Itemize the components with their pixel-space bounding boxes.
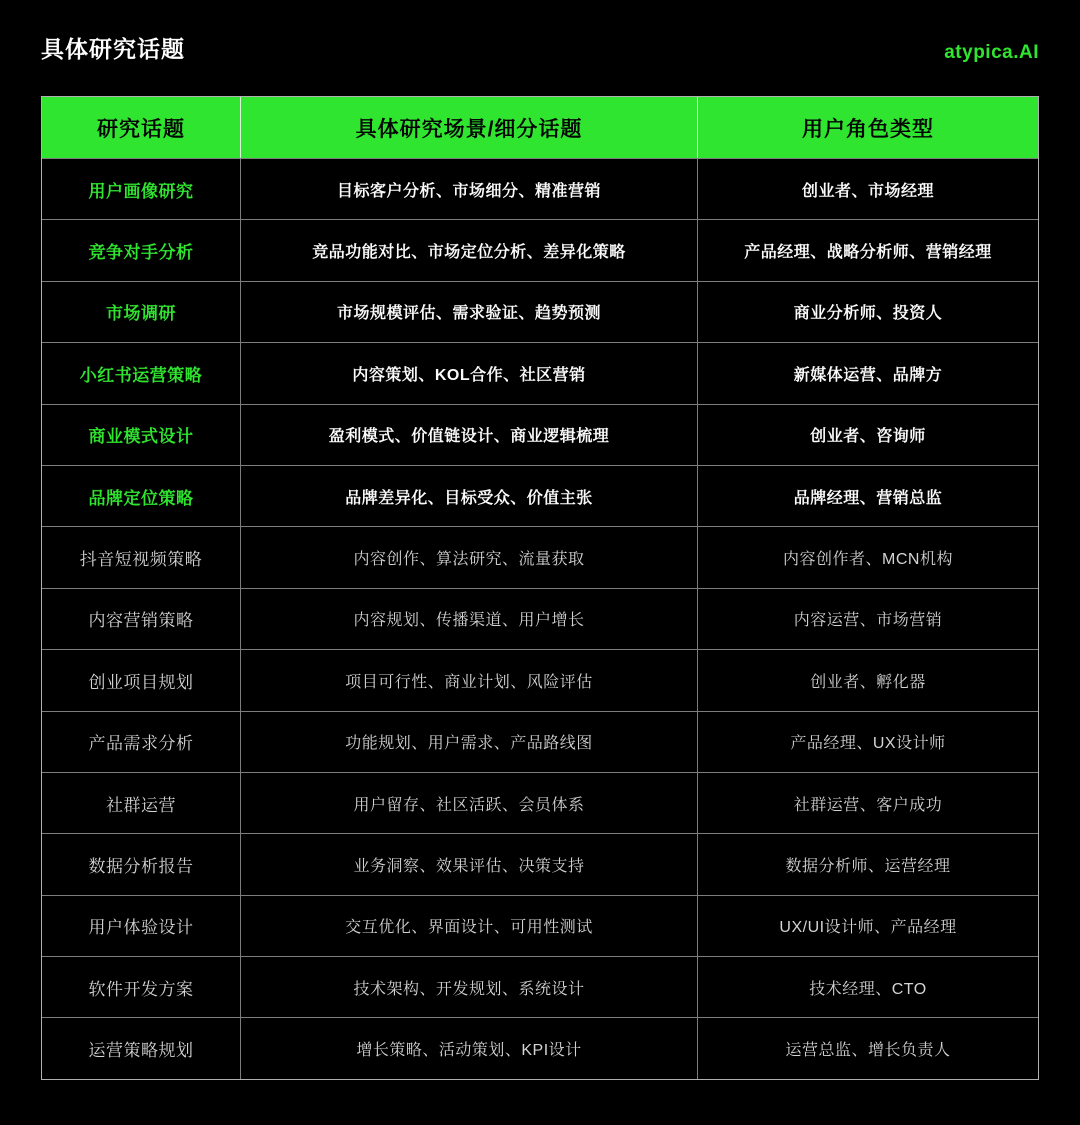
roles-label: 创业者、咨询师 [810, 428, 926, 446]
table-row [42, 833, 1038, 894]
table-row [42, 281, 1038, 342]
topic-cell [42, 773, 241, 833]
roles-label: 创业者、市场经理 [801, 182, 934, 200]
scenarios-cell [241, 957, 698, 1017]
scenarios-label: 项目可行性、商业计划、风险评估 [345, 673, 593, 691]
roles-label: 社群运营、客户成功 [793, 796, 943, 814]
scenarios-label: 功能规划、用户需求、产品路线图 [345, 735, 593, 753]
scenarios-label: 技术架构、开发规划、系统设计 [353, 980, 585, 998]
scenarios-cell [241, 650, 698, 710]
column-header-roles: 用户角色类型 [802, 117, 934, 141]
scenarios-cell [241, 712, 698, 772]
scenarios-cell [241, 1018, 698, 1078]
roles-cell [698, 957, 1038, 1017]
roles-cell [698, 1018, 1038, 1078]
roles-label: 新媒体运营、品牌方 [793, 366, 943, 384]
topic-label: 竞争对手分析 [88, 243, 194, 263]
roles-label: 内容运营、市场营销 [793, 612, 943, 630]
topic-label: 数据分析报告 [88, 856, 194, 876]
table-header-row [42, 97, 1038, 158]
roles-cell [698, 896, 1038, 956]
scenarios-cell [241, 282, 698, 342]
roles-label: 品牌经理、营销总监 [793, 489, 943, 507]
roles-cell [698, 650, 1038, 710]
scenarios-label: 内容策划、KOL合作、社区营销 [352, 366, 586, 384]
table-row [42, 711, 1038, 772]
table-row [42, 956, 1038, 1017]
scenarios-cell [241, 220, 698, 280]
scenarios-cell [241, 527, 698, 587]
table-row [42, 526, 1038, 587]
scenarios-cell [241, 896, 698, 956]
scenarios-cell [241, 466, 698, 526]
research-topics-table [41, 96, 1039, 1080]
table-row [42, 772, 1038, 833]
roles-cell [698, 343, 1038, 403]
brand-logo: atypica.AI [944, 42, 1039, 63]
topic-cell [42, 527, 241, 587]
scenarios-label: 竞品功能对比、市场定位分析、差异化策略 [312, 244, 626, 262]
table-row [42, 158, 1038, 219]
topic-label: 社群运营 [106, 795, 176, 815]
topic-label: 市场调研 [106, 304, 176, 324]
page-header [0, 0, 1080, 64]
scenarios-cell [241, 834, 698, 894]
roles-cell [698, 589, 1038, 649]
topic-label: 运营策略规划 [88, 1041, 194, 1061]
scenarios-label: 目标客户分析、市场细分、精准营销 [336, 182, 601, 200]
scenarios-cell [241, 773, 698, 833]
page-title: 具体研究话题 [41, 36, 185, 62]
topic-label: 小红书运营策略 [79, 365, 203, 385]
topic-label: 软件开发方案 [88, 979, 194, 999]
topic-cell [42, 343, 241, 403]
roles-cell [698, 159, 1038, 219]
scenarios-label: 交互优化、界面设计、可用性测试 [345, 919, 593, 937]
topic-cell [42, 405, 241, 465]
roles-label: 产品经理、战略分析师、营销经理 [744, 244, 992, 262]
topic-label: 产品需求分析 [88, 734, 194, 754]
table-body [42, 158, 1038, 1079]
topic-cell [42, 712, 241, 772]
topic-cell [42, 220, 241, 280]
roles-label: 商业分析师、投资人 [793, 305, 943, 323]
scenarios-cell [241, 159, 698, 219]
table-row [42, 1017, 1038, 1078]
scenarios-label: 盈利模式、价值链设计、商业逻辑梳理 [328, 428, 610, 446]
roles-cell [698, 220, 1038, 280]
scenarios-label: 市场规模评估、需求验证、趋势预测 [336, 305, 601, 323]
topic-label: 创业项目规划 [88, 672, 194, 692]
roles-label: 创业者、孵化器 [810, 673, 926, 691]
topic-label: 用户体验设计 [88, 918, 194, 938]
roles-label: UX/UI设计师、产品经理 [779, 919, 957, 937]
roles-label: 内容创作者、MCN机构 [783, 551, 953, 569]
topic-label: 内容营销策略 [88, 611, 194, 631]
roles-label: 数据分析师、运营经理 [785, 857, 951, 875]
roles-cell [698, 405, 1038, 465]
scenarios-label: 用户留存、社区活跃、会员体系 [353, 796, 585, 814]
topic-label: 用户画像研究 [88, 181, 194, 201]
topic-label: 品牌定位策略 [88, 488, 194, 508]
table-row [42, 465, 1038, 526]
scenarios-cell [241, 589, 698, 649]
scenarios-label: 品牌差异化、目标受众、价值主张 [345, 489, 593, 507]
topic-label: 抖音短视频策略 [79, 550, 203, 570]
roles-label: 运营总监、增长负责人 [785, 1042, 951, 1060]
topic-cell [42, 650, 241, 710]
topic-cell [42, 282, 241, 342]
roles-cell [698, 282, 1038, 342]
scenarios-label: 业务洞察、效果评估、决策支持 [353, 857, 585, 875]
topic-label: 商业模式设计 [88, 427, 194, 447]
table-row [42, 588, 1038, 649]
table-row [42, 342, 1038, 403]
topic-cell [42, 957, 241, 1017]
topic-cell [42, 159, 241, 219]
topic-cell [42, 1018, 241, 1078]
roles-cell [698, 466, 1038, 526]
column-header-scenarios: 具体研究场景/细分话题 [241, 97, 698, 158]
scenarios-label: 内容创作、算法研究、流量获取 [353, 551, 585, 569]
roles-cell [698, 834, 1038, 894]
topic-cell [42, 466, 241, 526]
table-row [42, 219, 1038, 280]
roles-cell [698, 773, 1038, 833]
roles-cell [698, 527, 1038, 587]
scenarios-label: 增长策略、活动策划、KPI设计 [356, 1042, 582, 1060]
scenarios-cell [241, 343, 698, 403]
table-row [42, 649, 1038, 710]
column-header-topic: 研究话题 [42, 97, 241, 158]
topic-cell [42, 896, 241, 956]
table-row [42, 895, 1038, 956]
roles-label: 产品经理、UX设计师 [790, 735, 946, 753]
table-row [42, 404, 1038, 465]
scenarios-cell [241, 405, 698, 465]
topic-cell [42, 834, 241, 894]
roles-cell [698, 712, 1038, 772]
scenarios-label: 内容规划、传播渠道、用户增长 [353, 612, 585, 630]
roles-label: 技术经理、CTO [809, 980, 927, 998]
topic-cell [42, 589, 241, 649]
